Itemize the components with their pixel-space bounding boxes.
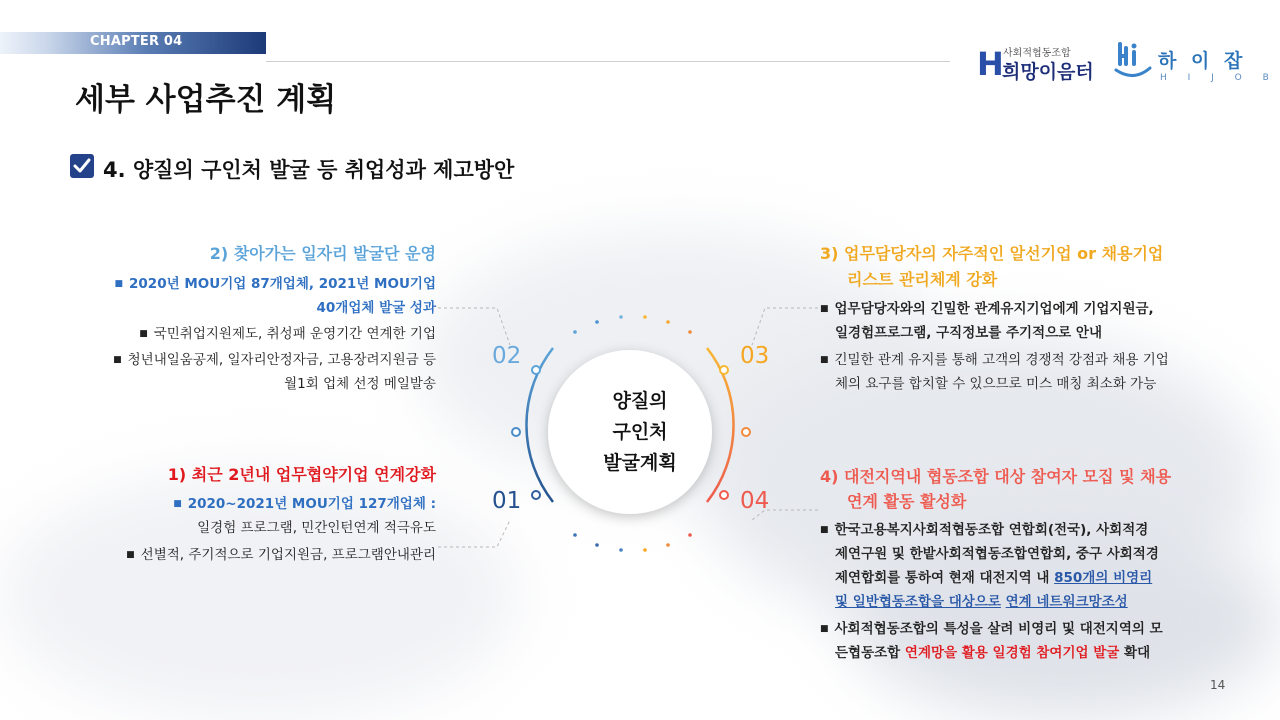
- block-04-line-1: ■ 한국고용복지사회적협동조합 연합회(전국), 사회적경: [820, 522, 1149, 538]
- network-link: 연계 네트워크망조성: [1005, 594, 1128, 610]
- node-03: [720, 366, 728, 374]
- node-right-mid: [742, 428, 750, 436]
- block-04-line-6: 든협동조합 연계망을 활용 일경험 참여기업 발굴 확대: [835, 645, 1151, 661]
- block-04-line-2: 제연구원 및 한밭사회적협동조합연합회, 중구 사회적경: [835, 546, 1159, 562]
- block-04-title-line-1: 4) 대전지역내 협동조합 대상 참여자 모집 및 채용: [820, 467, 1172, 486]
- block-03-title-line-1: 3) 업무담당자의 자주적인 알선기업 or 채용기업: [820, 244, 1164, 263]
- bottom-dots: [573, 533, 692, 552]
- block-03-title-line-2: 리스트 관리체계 강화: [847, 270, 998, 289]
- block-02-title: 2) 찾아가는 일자리 발굴단 운영: [209, 244, 436, 263]
- node-04: [720, 491, 728, 499]
- top-dots: [573, 315, 692, 334]
- block-04-line-3: 제연합회를 통하여 현재 대전지역 내 850개의 비영리: [835, 570, 1153, 586]
- block-04-line-5: ■ 사회적협동조합의 특성을 살려 비영리 및 대전지역의 모: [820, 621, 1163, 637]
- block-03-line-4: 체의 요구를 합치할 수 있으므로 미스 매칭 최소화 가능: [835, 376, 1157, 392]
- block-01-line-1: ■ 2020~2021년 MOU기업 127개업체 :: [173, 496, 436, 512]
- center-label-line2: 구인처: [612, 421, 668, 443]
- block-03-line-1: ■ 업무담당자와의 긴밀한 관계유지기업에게 기업지원금,: [820, 301, 1154, 317]
- center-label-line1: 양질의: [612, 390, 668, 412]
- section-heading: 4. 양질의 구인처 발굴 등 취업성과 제고방안: [103, 158, 515, 182]
- block-02-line-1: ■ 2020년 MOU기업 87개업체, 2021년 MOU기업: [114, 276, 436, 292]
- block-04-title-line-2: 연계 활동 활성화: [847, 492, 967, 511]
- block-02-line-3: ■ 국민취업지원제도, 취성패 운영기간 연계한 기업: [139, 326, 436, 342]
- center-label-line3: 발굴계획: [603, 452, 677, 474]
- page-title: 세부 사업추진 계획: [75, 82, 337, 118]
- number-04: 04: [740, 488, 770, 514]
- block-02-line-2: 40개업체 발굴 성과: [316, 300, 436, 316]
- number-01: 01: [492, 488, 522, 514]
- block-02-line-5: 월1회 업체 선정 메일발송: [284, 376, 436, 392]
- nonprofit-count-link: 850개의 비영리: [1054, 570, 1153, 586]
- node-left-mid: [512, 428, 520, 436]
- block-01-title: 1) 최근 2년내 업무협약기업 연계강화: [167, 465, 436, 484]
- block-02-line-4: ■ 청년내일움공제, 일자리안정자금, 고용장려지원금 등: [113, 352, 436, 368]
- block-03-line-3: ■ 긴밀한 관계 유지를 통해 고객의 경쟁적 강점과 채용 기업: [820, 352, 1169, 368]
- number-03: 03: [740, 343, 770, 369]
- block-01-line-2: 일경험 프로그램, 민간인턴연계 적극유도: [197, 520, 436, 536]
- hope-logo-small-text: 사회적협동조합: [1003, 48, 1071, 59]
- hijob-logo-text: 하 이 잡: [1158, 50, 1247, 72]
- page-number: 14: [1210, 678, 1226, 692]
- block-03-line-2: 일경험프로그램, 구직정보를 주기적으로 안내: [835, 325, 1103, 341]
- node-02: [532, 366, 540, 374]
- hope-logo-name: 희망이음터: [1002, 61, 1094, 83]
- hope-logo-mark: H: [977, 45, 1004, 83]
- block-04-line-4: 및 일반협동조합을 대상으로 연계 네트워크망조성: [835, 594, 1128, 610]
- node-01: [532, 491, 540, 499]
- chapter-label: CHAPTER 04: [90, 34, 183, 49]
- number-02: 02: [492, 343, 522, 369]
- hijob-logo-subtext: H I J O B: [1160, 73, 1278, 83]
- center-label: [580, 386, 700, 479]
- block-01-line-3: ■ 선별적, 주기적으로 기업지원금, 프로그램안내관리: [126, 547, 436, 563]
